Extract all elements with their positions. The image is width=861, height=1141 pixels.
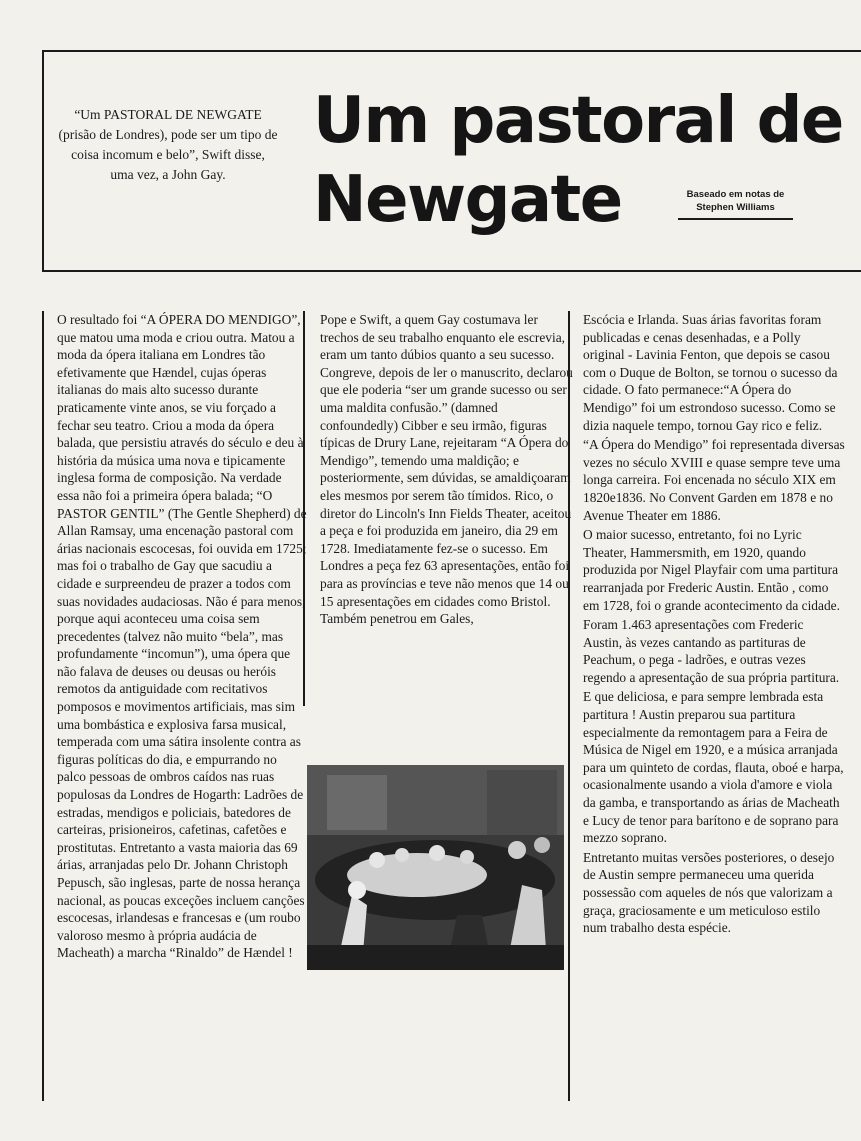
column-3-paragraph: Foram 1.463 apresentações com Frederic Austin, às vezes cantando as partituras de Peachum, o pega - ladrões, e outras vezes regendo a apresentação de sua própria partitura. <box>583 617 840 685</box>
article-column-3 <box>568 311 845 1101</box>
credit-line-2: Stephen Williams <box>696 202 775 213</box>
column-1-text: O resultado foi “A ÓPERA DO MENDIGO”, que matou uma moda e criou outra. Matou a moda da ópera italiana em Londres tão efetivamente que Hændel, cujas óperas italianas do mais alto sucesso durante praticamente vinte anos, se viu forçado a fechar seu teatro. Criou a moda da ópera balada, que persistiu através do século e deu à história da música uma nova e tipicamente inglesa forma de composição. Na verdade essa não foi a primeira ópera balada; “O PASTOR GENTIL” (The Gentle Shepherd) de Allan Ramsay, uma encenação pastoral com árias nacionais escocesas, foi ouvida em 1725; mas foi o trabalho de Gay que sacudiu a cidade e surpreendeu de prazer a todos com suas novidades audaciosas. Não é para menos, porque aqui aconteceu uma coisa sem precedentes (talvez não muito “bela”, mas profundamente “incomun”), uma ópera que não falava de deuses ou deusas ou heróis remotos da antiguidade com recitativos pomposos e movimentos artificiais, mas sim uma bombástica e explosiva farsa musical, temperada com uma sátira insolente contra as figuras políticas do dia, e empurrando no palco pessoas de ombros caídos nas ruas populosas da Londres de Hogarth: Ladrões de estradas, mendigos e policiais, batedores de carteiras, prisioneiros, cafetinas, cafetões e prostitutas. Entretanto a vasta maioria das 69 árias, arranjadas pelo Dr. Johann Christoph Pepusch, são inglesas, parte de nossa herança nacional, as poucas exceções incluem canções escocesas, irlandesas e francesas e (um roubo valoroso mesmo à própria audácia de Macheath) a marcha “Rinaldo” de Hændel ! <box>57 312 307 961</box>
credit-rule <box>678 218 793 220</box>
column-3-paragraph: O maior sucesso, entretanto, foi no Lyric Theater, Hammersmith, em 1920, quando produzida por Nigel Playfair com uma partitura rearranjada por Frederic Austin. Então , como em 1728, foi o grande acontecimento da cidade. <box>583 527 840 613</box>
article-column-2 <box>303 311 573 706</box>
column-3-paragraph: Entretanto muitas versões posteriores, o desejo de Austin sempre permaneceu uma querida possessão com aqueles de nós que valorizam a graça, graciosamente e um meticuloso estilo num trabalho desta espécie. <box>583 849 835 936</box>
page-title-line-2: Newgate <box>313 163 622 237</box>
column-3-paragraph: Escócia e Irlanda. Suas árias favoritas foram publicadas e cenas desenhadas, e a Polly original - Lavinia Fenton, que depois se casou com o Duque de Bolton, se tornou o sucesso da cidade. O fato permanece:“A Ópera do Mendigo” foi um estrondoso sucesso. Como se dizia naquele tempo, tornou Gay rico e feliz. <box>583 312 838 433</box>
column-3-paragraph: “A Ópera do Mendigo” foi representada diversas vezes no século XVIII e quase sempre teve uma longa carreira. Foi encenada no século XIX em 1820e1836. No Convent Garden em 1878 e no Avenue Theater em 1886. <box>583 437 845 523</box>
column-3-paragraph: E que deliciosa, e para sempre lembrada esta partitura ! Austin preparou sua partitura especialmente da remontagem para a Feira de Música de Nigel em 1920, e a música arranjada para um quinteto de cordas, flauta, oboé e harpa, ocasionalmente usando a viola d'amore e viola da gamba, e transportando as árias de Macheath e Lucy de tenor para barítono e de soprano para mezzo soprano. <box>583 689 844 846</box>
author-credit <box>678 188 793 220</box>
article-column-1 <box>42 311 307 1101</box>
theater-scene-engraving <box>307 765 564 970</box>
intro-quote: “Um PASTORAL DE NEWGATE (prisão de Londres), pode ser um tipo de coisa incomum e belo”, Swift disse, uma vez, a John Gay. <box>58 107 278 182</box>
column-2-text: Pope e Swift, a quem Gay costumava ler trechos de seu trabalho enquanto ele escrevia, eram um tanto dúbios quanto a seu sucesso. Congreve, depois de ler o manuscrito, declarou que ele poderia “ser um grande sucesso ou ser uma maldita confusão.” (damned confoundedly) Cibber e seu irmão, figuras típicas de Drury Lane, rejeitaram “A Ópera do Mendigo”, temendo uma maldição; e posteriormente, sem dúvidas, se amaldiçoaram eles mesmos por serem tão tímidos. Rico, o diretor do Lincoln's Inn Fields Theater, aceitou a peça e foi produzida em janeiro, dia 29 em 1728. Imediatamente fez-se o sucesso. Em Londres a peça fez 63 apresentações, então foi para as províncias e teve não menos que 14 ou 15 apresentações em cidades como Bristol. Também penetrou em Gales, <box>320 312 573 627</box>
credit-line-1: Baseado em notas de <box>686 189 785 200</box>
page-title-line-1: Um pastoral de <box>313 84 843 158</box>
